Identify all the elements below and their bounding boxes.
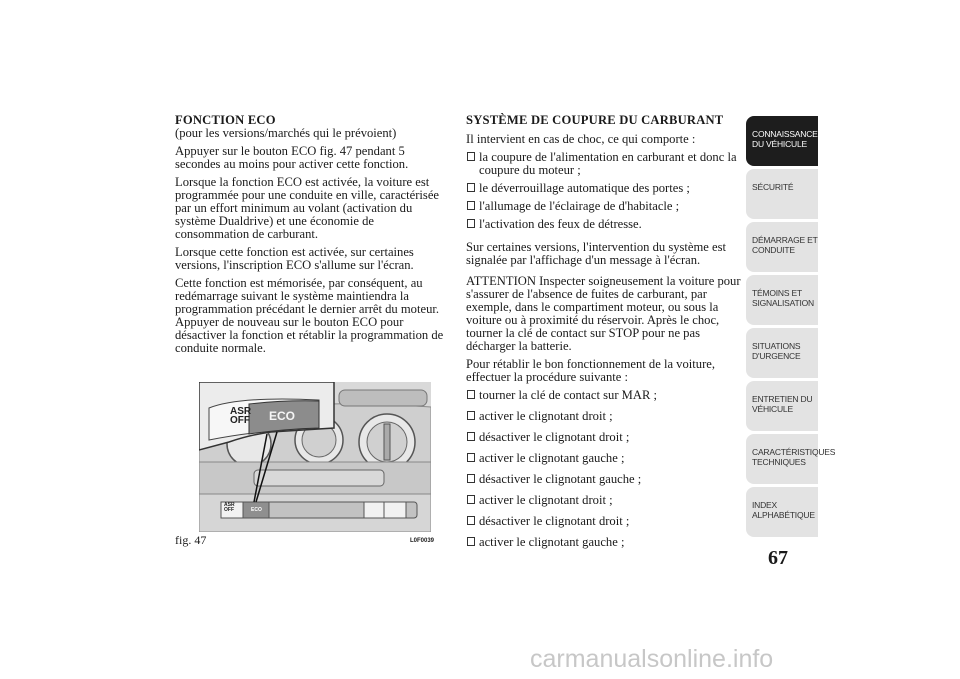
paragraph: Pour rétablir le bon fonctionnement de la voiture, effectuer la procédure suivante : [466, 357, 716, 384]
list-item: désactiver le clignotant gauche ; [466, 473, 742, 486]
list-item: activer le clignotant gauche ; [466, 452, 742, 465]
watermark-text: carmanualsonline.info [530, 645, 774, 673]
left-column [175, 114, 447, 360]
small-eco-label: ECO [251, 507, 262, 513]
warning-paragraph: ATTENTION Inspecter soigneusement la voiture pour s'assurer de l'absence de fuites de carburant, par exemple, dans le compartiment moteur, ou sous la voiture ou à proximité du réservoir. Après le choc, tourner la clé de contact sur STOP pour ne pas décharger la batterie. [466, 274, 741, 353]
small-asr-line1: ASR [224, 502, 235, 508]
section-subheading-eco: (pour les versions/marchés qui le prévoient) [175, 126, 397, 140]
tab-index[interactable]: INDEX ALPHABÉTIQUE [746, 487, 818, 537]
chapter-tabs [746, 116, 836, 540]
paragraph: Lorsque la fonction ECO est activée, la voiture est programmée pour une conduite en ville, caractérisée par un effort minimum au volant (activation du système Dualdrive) et une économie de consommation de carburant. [175, 175, 439, 241]
paragraph: Cette fonction est mémorisée, par conséquent, au redémarrage suivant le système maintiendra la programmation précédant le dernier arrêt du moteur. Appuyer de nouveau sur le bouton ECO pour désactiver la fonction et rétablir la programmation de conduite normale. [175, 276, 444, 355]
figure-caption: fig. 47 [175, 533, 207, 547]
section-heading-eco: FONCTION ECO [175, 113, 276, 127]
paragraph: Lorsque cette fonction est activée, sur certaines versions, l'inscription ECO s'allume sur l'écran. [175, 245, 414, 272]
figure-code: L0F0039 [410, 538, 435, 544]
eco-button-label: ECO [269, 409, 296, 423]
list-item: activer le clignotant droit ; [466, 410, 742, 423]
tab-securite[interactable]: SÉCURITÉ [746, 169, 818, 219]
small-asr-label [224, 503, 235, 513]
tab-demarrage[interactable]: DÉMARRAGE ET CONDUITE [746, 222, 818, 272]
eco-button-illustration [199, 382, 431, 532]
tab-caracteristiques[interactable]: CARACTÉRISTIQUES TECHNIQUES [746, 434, 818, 484]
list-item: désactiver le clignotant droit ; [466, 431, 742, 444]
list-item: l'activation des feux de détresse. [466, 218, 742, 231]
asr-label [230, 407, 251, 425]
page-number: 67 [768, 547, 788, 569]
list-item: tourner la clé de contact sur MAR ; [466, 389, 742, 402]
tab-entretien[interactable]: ENTRETIEN DU VÉHICULE [746, 381, 818, 431]
section-heading-fuel-cutoff: SYSTÈME DE COUPURE DU CARBURANT [466, 113, 724, 127]
list-item: la coupure de l'alimentation en carburant et donc la coupure du moteur ; [466, 151, 742, 177]
paragraph: Sur certaines versions, l'intervention du système est signalée par l'affichage d'un message à l'écran. [466, 240, 727, 267]
list-item: désactiver le clignotant droit ; [466, 515, 742, 528]
list-item: l'allumage de l'éclairage de d'habitacle ; [466, 200, 742, 213]
restore-steps-list [466, 389, 742, 549]
right-column [466, 114, 742, 557]
list-item: le déverrouillage automatique des portes ; [466, 182, 742, 195]
small-asr-line2: OFF [224, 507, 234, 513]
list-item: activer le clignotant gauche ; [466, 536, 742, 549]
paragraph: Appuyer sur le bouton ECO fig. 47 pendant 5 secondes au moins pour activer cette fonction. [175, 144, 409, 171]
tab-temoins[interactable]: TÉMOINS ET SIGNALISATION [746, 275, 818, 325]
fuel-cutoff-intro: Il intervient en cas de choc, ce qui comporte : [466, 132, 696, 146]
asr-label-line1: ASR [230, 406, 252, 417]
tab-connaissance[interactable]: CONNAISSANCE DU VÉHICULE [746, 116, 818, 166]
tab-situations[interactable]: SITUATIONS D'URGENCE [746, 328, 818, 378]
asr-label-line2: OFF [230, 415, 250, 426]
list-item: activer le clignotant droit ; [466, 494, 742, 507]
impact-effects-list [466, 151, 742, 231]
